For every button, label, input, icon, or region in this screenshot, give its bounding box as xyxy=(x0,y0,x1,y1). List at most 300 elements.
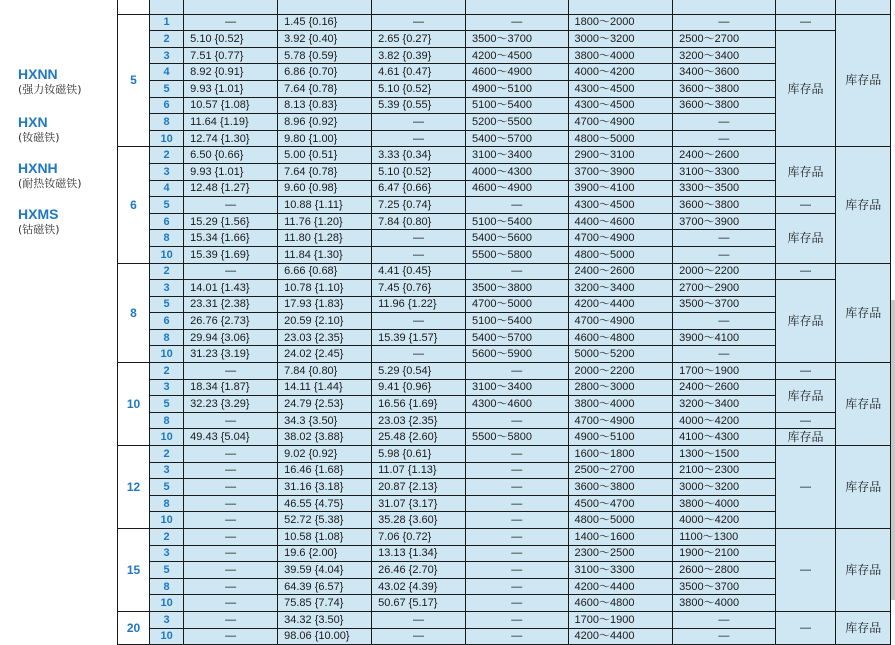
length-cell: 2 xyxy=(150,446,184,463)
force-cell: — xyxy=(372,130,466,147)
gauss-cell: 2400～2600 xyxy=(673,147,775,164)
cropped-cell xyxy=(673,0,775,14)
gauss-cell: 5500～5800 xyxy=(466,429,568,446)
gauss-cell: 4800～5000 xyxy=(568,512,673,529)
force-cell: 20.87 {2.13} xyxy=(372,479,466,496)
gauss-cell: — xyxy=(673,628,775,645)
force-cell: 39.59 {4.04} xyxy=(278,562,372,579)
length-cell: 10 xyxy=(150,346,184,363)
length-cell: 8 xyxy=(150,412,184,429)
length-cell: 6 xyxy=(150,97,184,114)
length-cell: 8 xyxy=(150,114,184,131)
gauss-cell: 4000～4300 xyxy=(466,163,568,180)
force-cell: — xyxy=(372,346,466,363)
length-cell: 2 xyxy=(150,529,184,546)
gauss-cell: — xyxy=(466,462,568,479)
gauss-cell: 4300～4500 xyxy=(568,197,673,214)
gauss-cell: — xyxy=(466,446,568,463)
gauss-cell: 1300～1500 xyxy=(673,446,775,463)
gauss-cell: 2500～2700 xyxy=(673,31,775,48)
force-cell: 5.10 {0.52} xyxy=(372,80,466,97)
gauss-cell: 3500～3700 xyxy=(466,31,568,48)
force-cell: — xyxy=(184,495,278,512)
table-row xyxy=(118,130,891,147)
force-cell: — xyxy=(184,578,278,595)
table-row xyxy=(118,213,891,230)
size-cell: 20 xyxy=(118,611,150,644)
cropped-cell xyxy=(568,0,673,14)
length-cell: 10 xyxy=(150,595,184,612)
gauss-cell: 1100～1300 xyxy=(673,529,775,546)
length-cell: 5 xyxy=(150,80,184,97)
gauss-cell: 3600～3800 xyxy=(673,80,775,97)
force-cell: 5.78 {0.59} xyxy=(278,47,372,64)
force-cell: 17.93 {1.83} xyxy=(278,296,372,313)
force-cell: 14.01 {1.43} xyxy=(184,280,278,297)
table-row xyxy=(118,628,891,645)
gauss-cell: 3200～3400 xyxy=(673,396,775,413)
force-cell: 2.65 {0.27} xyxy=(372,31,466,48)
gauss-cell: 4500～4700 xyxy=(568,495,673,512)
length-cell: 5 xyxy=(150,296,184,313)
gauss-cell: 3200～3400 xyxy=(673,47,775,64)
force-cell: 15.39 {1.69} xyxy=(184,246,278,263)
length-cell: 3 xyxy=(150,47,184,64)
force-cell: — xyxy=(184,14,278,31)
table-row xyxy=(118,595,891,612)
gauss-cell: 1700～1900 xyxy=(673,363,775,380)
force-cell: 9.02 {0.92} xyxy=(278,446,372,463)
gauss-cell: — xyxy=(466,562,568,579)
force-cell: — xyxy=(184,412,278,429)
force-cell: 13.13 {1.34} xyxy=(372,545,466,562)
table-row xyxy=(118,64,891,81)
gauss-cell: — xyxy=(466,263,568,280)
gauss-cell: 3100～3400 xyxy=(466,379,568,396)
force-cell: 19.6 {2.00} xyxy=(278,545,372,562)
force-cell: 12.48 {1.27} xyxy=(184,180,278,197)
gauss-cell: — xyxy=(673,346,775,363)
force-cell: — xyxy=(184,462,278,479)
force-cell: 10.57 {1.08} xyxy=(184,97,278,114)
gauss-cell: 3800～4000 xyxy=(568,396,673,413)
gauss-cell: 4800～5000 xyxy=(568,246,673,263)
gauss-cell: 4400～4600 xyxy=(568,213,673,230)
force-cell: 15.29 {1.56} xyxy=(184,213,278,230)
size-cell: 8 xyxy=(118,263,150,363)
table-row xyxy=(118,230,891,247)
force-cell: 52.72 {5.38} xyxy=(278,512,372,529)
cropped-cell xyxy=(118,0,150,14)
force-cell: 24.79 {2.53} xyxy=(278,396,372,413)
gauss-cell: 3500～3800 xyxy=(466,280,568,297)
gauss-cell: 1800～2000 xyxy=(568,14,673,31)
force-cell: 7.64 {0.78} xyxy=(278,163,372,180)
gauss-cell: 5000～5200 xyxy=(568,346,673,363)
force-cell: 5.98 {0.61} xyxy=(372,446,466,463)
gauss-cell: — xyxy=(673,611,775,628)
force-cell: 9.60 {0.98} xyxy=(278,180,372,197)
gauss-cell: 2500～2700 xyxy=(568,462,673,479)
table-row xyxy=(118,31,891,48)
gauss-cell: 3500～3700 xyxy=(673,578,775,595)
table-row xyxy=(118,246,891,263)
gauss-cell: — xyxy=(673,130,775,147)
force-cell: 9.93 {1.01} xyxy=(184,80,278,97)
gauss-cell: 4800～5000 xyxy=(568,130,673,147)
stock-status-cell: 库存品 xyxy=(775,147,836,197)
table-row xyxy=(118,363,891,380)
force-cell: 7.45 {0.76} xyxy=(372,280,466,297)
gauss-cell: 3000～3200 xyxy=(568,31,673,48)
gauss-cell: 2600～2800 xyxy=(673,562,775,579)
force-cell: 1.45 {0.16} xyxy=(278,14,372,31)
gauss-cell: — xyxy=(466,628,568,645)
brand-code: HXNN xyxy=(18,66,58,82)
force-cell: 98.06 {10.00} xyxy=(278,628,372,645)
gauss-cell: 5400～5700 xyxy=(466,130,568,147)
force-cell: 5.10 {0.52} xyxy=(184,31,278,48)
cropped-cell xyxy=(836,0,891,14)
gauss-cell: — xyxy=(466,611,568,628)
force-cell: 10.58 {1.08} xyxy=(278,529,372,546)
gauss-cell: 4300～4500 xyxy=(568,97,673,114)
gauss-cell: — xyxy=(466,14,568,31)
gauss-cell: 4200～4400 xyxy=(568,578,673,595)
force-cell: 16.56 {1.69} xyxy=(372,396,466,413)
force-cell: 7.64 {0.78} xyxy=(278,80,372,97)
gauss-cell: 5200～5500 xyxy=(466,114,568,131)
table-row xyxy=(118,545,891,562)
force-cell: — xyxy=(184,611,278,628)
length-cell: 1 xyxy=(150,14,184,31)
gauss-cell: 3800～4000 xyxy=(673,595,775,612)
force-cell: — xyxy=(372,246,466,263)
cropped-cell xyxy=(278,0,372,14)
table-row xyxy=(118,313,891,330)
force-cell: 8.13 {0.83} xyxy=(278,97,372,114)
table-row xyxy=(118,97,891,114)
stock-status-cell: — xyxy=(775,197,836,214)
force-cell: — xyxy=(184,628,278,645)
force-cell: 7.51 {0.77} xyxy=(184,47,278,64)
force-cell: — xyxy=(372,230,466,247)
gauss-cell: — xyxy=(466,578,568,595)
force-cell: — xyxy=(184,545,278,562)
force-cell: 11.07 {1.13} xyxy=(372,462,466,479)
scrollbar[interactable] xyxy=(891,300,895,600)
gauss-cell: 2100～2300 xyxy=(673,462,775,479)
table-row xyxy=(118,429,891,446)
length-cell: 6 xyxy=(150,213,184,230)
gauss-cell: — xyxy=(673,14,775,31)
length-cell: 2 xyxy=(150,363,184,380)
gauss-cell: 4100～4300 xyxy=(673,429,775,446)
force-cell: 15.34 {1.66} xyxy=(184,230,278,247)
gauss-cell: 5600～5900 xyxy=(466,346,568,363)
length-cell: 10 xyxy=(150,628,184,645)
length-cell: 3 xyxy=(150,379,184,396)
gauss-cell: 4000～4200 xyxy=(673,512,775,529)
force-cell: 6.47 {0.66} xyxy=(372,180,466,197)
table-row xyxy=(118,412,891,429)
force-cell: 31.16 {3.18} xyxy=(278,479,372,496)
force-cell: 16.46 {1.68} xyxy=(278,462,372,479)
gauss-cell: — xyxy=(466,479,568,496)
gauss-cell: 3600～3800 xyxy=(673,97,775,114)
gauss-cell: 2800～3000 xyxy=(568,379,673,396)
table-row xyxy=(118,263,891,280)
cropped-cell xyxy=(372,0,466,14)
table-row xyxy=(118,14,891,31)
force-cell: — xyxy=(184,263,278,280)
gauss-cell: 3100～3300 xyxy=(673,163,775,180)
gauss-cell: 4200～4500 xyxy=(466,47,568,64)
table-row xyxy=(118,611,891,628)
length-cell: 5 xyxy=(150,562,184,579)
stock-status-cell: 库存品 xyxy=(775,280,836,363)
stock-status-cell: 库存品 xyxy=(836,263,891,363)
force-cell: 4.41 {0.45} xyxy=(372,263,466,280)
table-row xyxy=(118,446,891,463)
size-cell: 10 xyxy=(118,363,150,446)
brand-hxnh xyxy=(18,160,82,191)
stock-status-cell: 库存品 xyxy=(775,429,836,446)
gauss-cell: 3100～3300 xyxy=(568,562,673,579)
length-cell: 3 xyxy=(150,545,184,562)
gauss-cell: 3100～3400 xyxy=(466,147,568,164)
force-cell: 34.32 {3.50} xyxy=(278,611,372,628)
size-cell: 15 xyxy=(118,529,150,612)
force-cell: 6.50 {0.66} xyxy=(184,147,278,164)
force-cell: 23.03 {2.35} xyxy=(372,412,466,429)
force-cell: 31.23 {3.19} xyxy=(184,346,278,363)
stock-status-cell: 库存品 xyxy=(836,363,891,446)
size-cell: 12 xyxy=(118,446,150,529)
gauss-cell: 2700～2900 xyxy=(673,280,775,297)
force-cell: 49.43 {5.04} xyxy=(184,429,278,446)
gauss-cell: 4900～5100 xyxy=(466,80,568,97)
gauss-cell: 3900～4100 xyxy=(673,329,775,346)
force-cell: 3.92 {0.40} xyxy=(278,31,372,48)
force-cell: 34.3 {3.50} xyxy=(278,412,372,429)
force-cell: 29.94 {3.06} xyxy=(184,329,278,346)
gauss-cell: 4600～4800 xyxy=(568,595,673,612)
force-cell: 31.07 {3.17} xyxy=(372,495,466,512)
gauss-cell: 4700～4900 xyxy=(568,114,673,131)
force-cell: 3.82 {0.39} xyxy=(372,47,466,64)
cropped-cell xyxy=(775,0,836,14)
gauss-cell: 4600～4900 xyxy=(466,64,568,81)
table-row xyxy=(118,197,891,214)
force-cell: — xyxy=(184,562,278,579)
stock-status-cell: — xyxy=(775,446,836,529)
force-cell: 3.33 {0.34} xyxy=(372,147,466,164)
table-row xyxy=(118,346,891,363)
stock-status-cell: — xyxy=(775,529,836,612)
gauss-cell: 2300～2500 xyxy=(568,545,673,562)
gauss-cell: 1900～2100 xyxy=(673,545,775,562)
force-cell: 50.67 {5.17} xyxy=(372,595,466,612)
force-cell: — xyxy=(372,114,466,131)
gauss-cell: 3300～3500 xyxy=(673,180,775,197)
force-cell: 75.85 {7.74} xyxy=(278,595,372,612)
force-cell: 7.84 {0.80} xyxy=(372,213,466,230)
force-cell: — xyxy=(372,313,466,330)
brand-code: HXN xyxy=(18,114,48,130)
gauss-cell: 3600～3800 xyxy=(673,197,775,214)
table-row xyxy=(118,479,891,496)
size-cell: 5 xyxy=(118,14,150,147)
force-cell: 32.23 {3.29} xyxy=(184,396,278,413)
cropped-cell xyxy=(150,0,184,14)
table-row xyxy=(118,495,891,512)
gauss-cell: 4600～4900 xyxy=(466,180,568,197)
gauss-cell: — xyxy=(673,246,775,263)
force-cell: 11.96 {1.22} xyxy=(372,296,466,313)
force-cell: 6.66 {0.68} xyxy=(278,263,372,280)
force-cell: 43.02 {4.39} xyxy=(372,578,466,595)
gauss-cell: 5100～5400 xyxy=(466,313,568,330)
force-cell: 35.28 {3.60} xyxy=(372,512,466,529)
force-cell: 10.78 {1.10} xyxy=(278,280,372,297)
table-row xyxy=(118,329,891,346)
brand-code: HXMS xyxy=(18,206,59,222)
stock-status-cell: 库存品 xyxy=(775,379,836,412)
length-cell: 2 xyxy=(150,263,184,280)
brand-hxms xyxy=(18,206,60,237)
stock-status-cell: 库存品 xyxy=(836,14,891,147)
cropped-cell xyxy=(466,0,568,14)
table-row xyxy=(118,163,891,180)
force-cell: 18.34 {1.87} xyxy=(184,379,278,396)
length-cell: 3 xyxy=(150,280,184,297)
length-cell: 8 xyxy=(150,329,184,346)
gauss-cell: 2000～2200 xyxy=(673,263,775,280)
gauss-cell: 4000～4200 xyxy=(673,412,775,429)
table-row xyxy=(118,296,891,313)
force-cell: — xyxy=(372,14,466,31)
gauss-cell: — xyxy=(466,545,568,562)
stock-status-cell: 库存品 xyxy=(836,446,891,529)
force-cell: — xyxy=(372,611,466,628)
table-row xyxy=(118,280,891,297)
gauss-cell: — xyxy=(673,114,775,131)
force-cell: 11.76 {1.20} xyxy=(278,213,372,230)
length-cell: 4 xyxy=(150,64,184,81)
gauss-cell: — xyxy=(466,529,568,546)
gauss-cell: 2000～2200 xyxy=(568,363,673,380)
gauss-cell: 4200～4400 xyxy=(568,296,673,313)
gauss-cell: 5500～5800 xyxy=(466,246,568,263)
gauss-cell: 4700～4900 xyxy=(568,412,673,429)
force-cell: — xyxy=(184,363,278,380)
force-cell: 9.80 {1.00} xyxy=(278,130,372,147)
gauss-cell: — xyxy=(466,495,568,512)
table-row xyxy=(118,180,891,197)
length-cell: 8 xyxy=(150,495,184,512)
cropped-header-row xyxy=(118,0,891,14)
length-cell: 6 xyxy=(150,313,184,330)
gauss-cell: — xyxy=(673,230,775,247)
force-cell: 5.00 {0.51} xyxy=(278,147,372,164)
gauss-cell: — xyxy=(466,197,568,214)
force-cell: — xyxy=(184,529,278,546)
stock-status-cell: — xyxy=(775,14,836,31)
gauss-cell: — xyxy=(673,313,775,330)
table-row xyxy=(118,462,891,479)
force-cell: 46.55 {4.75} xyxy=(278,495,372,512)
brand-desc: (耐热钕磁铁) xyxy=(18,177,82,190)
length-cell: 8 xyxy=(150,578,184,595)
gauss-cell: 4300～4500 xyxy=(568,80,673,97)
table-row xyxy=(118,562,891,579)
gauss-cell: — xyxy=(466,512,568,529)
gauss-cell: 3900～4100 xyxy=(568,180,673,197)
length-cell: 3 xyxy=(150,163,184,180)
gauss-cell: — xyxy=(466,595,568,612)
gauss-cell: 4700～4900 xyxy=(568,230,673,247)
table-row xyxy=(118,379,891,396)
force-cell: — xyxy=(372,628,466,645)
brand-hxnn xyxy=(18,66,82,97)
gauss-cell: 3500～3700 xyxy=(673,296,775,313)
length-cell: 8 xyxy=(150,230,184,247)
force-cell: 26.76 {2.73} xyxy=(184,313,278,330)
force-cell: 5.29 {0.54} xyxy=(372,363,466,380)
gauss-cell: — xyxy=(466,412,568,429)
size-cell: 6 xyxy=(118,147,150,263)
force-cell: — xyxy=(184,595,278,612)
force-cell: 23.03 {2.35} xyxy=(278,329,372,346)
gauss-cell: 2900～3100 xyxy=(568,147,673,164)
table-row xyxy=(118,47,891,64)
force-cell: 11.84 {1.30} xyxy=(278,246,372,263)
table-row xyxy=(118,396,891,413)
length-cell: 2 xyxy=(150,147,184,164)
length-cell: 3 xyxy=(150,611,184,628)
length-cell: 5 xyxy=(150,197,184,214)
force-cell: — xyxy=(184,479,278,496)
force-cell: 23.31 {2.38} xyxy=(184,296,278,313)
force-cell: 64.39 {6.57} xyxy=(278,578,372,595)
force-cell: 11.64 {1.19} xyxy=(184,114,278,131)
gauss-cell: 5100～5400 xyxy=(466,213,568,230)
length-cell: 4 xyxy=(150,180,184,197)
force-cell: 7.06 {0.72} xyxy=(372,529,466,546)
force-cell: 4.61 {0.47} xyxy=(372,64,466,81)
gauss-cell: 5400～5700 xyxy=(466,329,568,346)
length-cell: 2 xyxy=(150,31,184,48)
gauss-cell: 3400～3600 xyxy=(673,64,775,81)
stock-status-cell: — xyxy=(775,263,836,280)
cropped-cell xyxy=(184,0,278,14)
stock-status-cell: — xyxy=(775,363,836,380)
brand-desc: (钕磁铁) xyxy=(18,131,60,144)
brand-code: HXNH xyxy=(18,160,58,176)
table-row xyxy=(118,512,891,529)
gauss-cell: 1700～1900 xyxy=(568,611,673,628)
length-cell: 5 xyxy=(150,396,184,413)
gauss-cell: 5100～5400 xyxy=(466,97,568,114)
force-cell: 24.02 {2.45} xyxy=(278,346,372,363)
stock-status-cell: — xyxy=(775,412,836,429)
length-cell: 10 xyxy=(150,246,184,263)
stock-status-cell: — xyxy=(775,611,836,644)
table-row xyxy=(118,578,891,595)
gauss-cell: 4200～4400 xyxy=(568,628,673,645)
gauss-cell: 4300～4600 xyxy=(466,396,568,413)
